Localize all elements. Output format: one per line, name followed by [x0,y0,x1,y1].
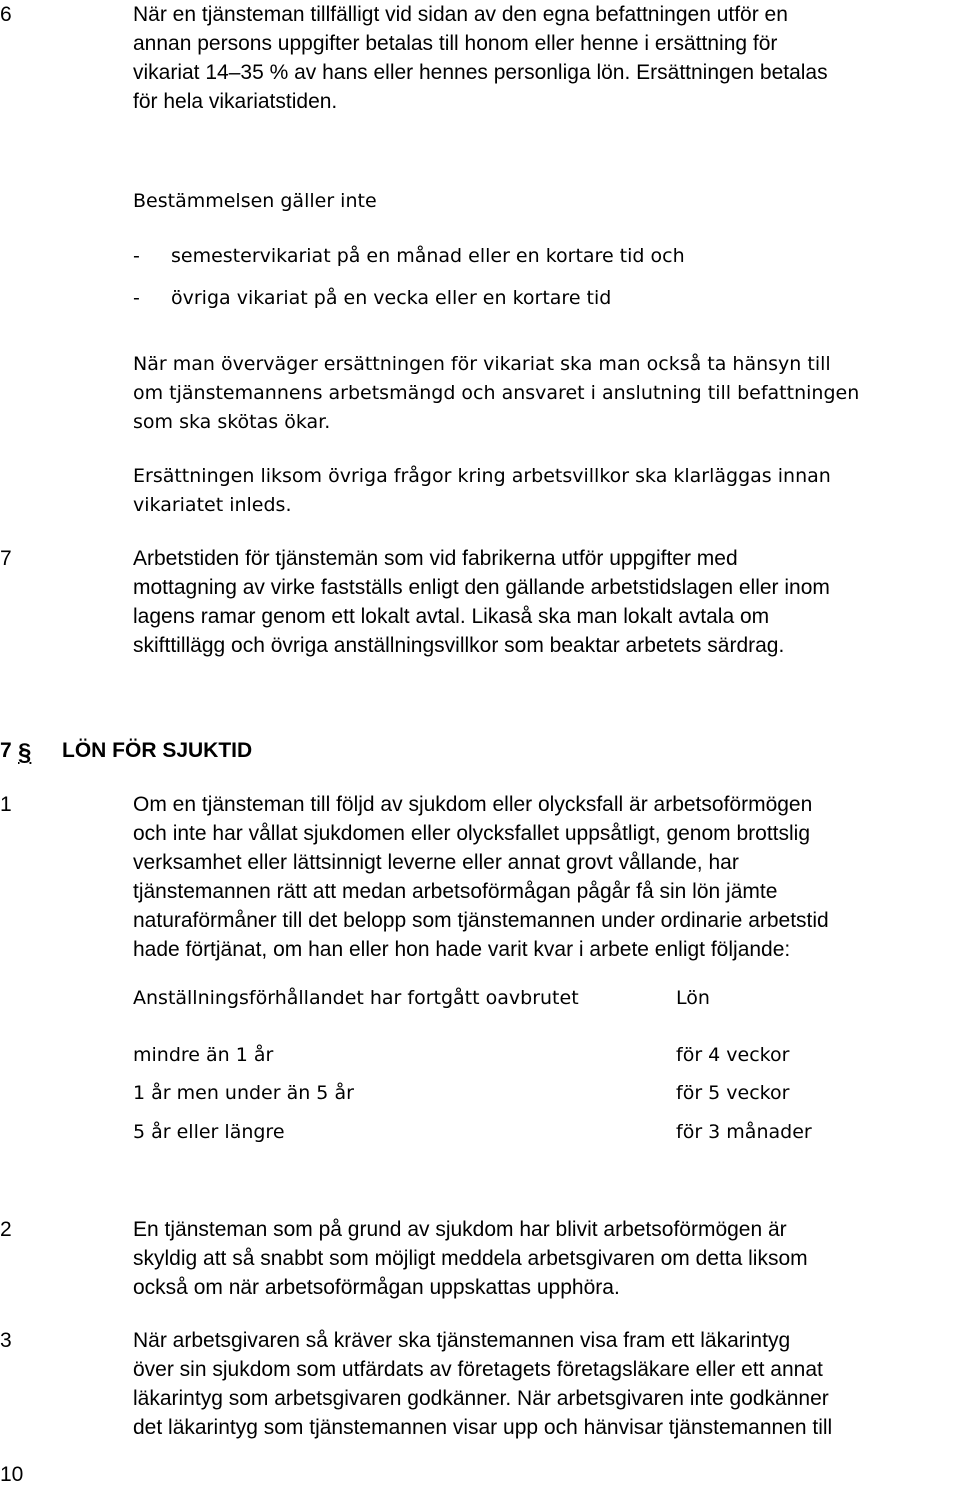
text-line: vikariat 14–35 % av hans eller hennes personliga lön. Ersättningen betalas [133,61,828,84]
text-line: hade förtjänat, om han eller hon hade varit kvar i arbete enligt följande: [133,938,791,961]
table-header-employment: Anställningsförhållandet har fortgått oavbrutet [133,987,579,1009]
table-cell: för 5 veckor [676,1082,790,1104]
chapter-number: 7 [0,739,12,762]
text-line: för hela vikariatstiden. [133,90,338,113]
table-header-pay: Lön [676,987,710,1009]
clause-2-paragraph [133,1215,958,1302]
exception-item [133,284,611,313]
text-line: skifttillägg och övriga anställningsvillkor som beaktar arbetets särdrag. [133,634,785,657]
text-line: När man överväger ersättningen för vikariat ska man också ta hänsyn till [133,353,831,375]
text-line: också om när arbetsoförmågan uppskattas upphöra. [133,1276,620,1299]
dash-marker: - [133,287,140,309]
exception-text: semestervikariat på en månad eller en kortare tid och [171,245,685,267]
table-cell: för 4 veckor [676,1044,790,1066]
text-line: En tjänsteman som på grund av sjukdom har blivit arbetsoförmögen är [133,1218,787,1241]
text-line: naturaförmåner till det belopp som tjänstemannen under ordinarie arbetstid [133,909,829,932]
text-line: det läkarintyg som tjänstemannen visar upp och hänvisar tjänstemannen till [133,1416,833,1439]
section-symbol: § [18,739,32,766]
text-line: När en tjänsteman tillfälligt vid sidan av den egna befattningen utför en [133,3,788,26]
exceptions-intro: Bestämmelsen gäller inte [133,190,377,212]
item-number-7: 7 [0,547,12,570]
text-line: När arbetsgivaren så kräver ska tjänstemannen visa fram ett läkarintyg [133,1329,791,1352]
table-cell: 5 år eller längre [133,1121,285,1143]
clause-number-2: 2 [0,1218,12,1241]
text-line: Om en tjänsteman till följd av sjukdom eller olycksfall är arbetsoförmögen [133,793,813,816]
chapter-title: LÖN FÖR SJUKTID [62,739,253,762]
text-line: verksamhet eller lättsinnigt leverne eller annat grovt vållande, har [133,851,739,874]
text-line: mottagning av virke fastställs enligt den gällande arbetstidslagen eller inom [133,576,830,599]
text-line: annan persons uppgifter betalas till honom eller henne i ersättning för [133,32,778,55]
clause-1-paragraph [133,790,958,964]
table-cell: för 3 månader [676,1121,812,1143]
text-line: som ska skötas ökar. [133,411,331,433]
table-cell: mindre än 1 år [133,1044,274,1066]
clause-3-paragraph [133,1326,958,1442]
item-7-paragraph [133,544,958,660]
table-cell: 1 år men under än 5 år [133,1082,354,1104]
clause-number-3: 3 [0,1329,12,1352]
text-line: vikariatet inleds. [133,494,292,516]
consider-paragraph [133,350,958,437]
text-line: Ersättningen liksom övriga frågor kring arbetsvillkor ska klarläggas innan [133,465,831,487]
clause-number-1: 1 [0,793,12,816]
exception-text: övriga vikariat på en vecka eller en kortare tid [171,287,612,309]
clarify-paragraph [133,462,958,520]
item-number-6: 6 [0,3,12,26]
exception-item [133,242,685,271]
text-line: skyldig att så snabbt som möjligt meddela arbetsgivaren om detta liksom [133,1247,808,1270]
text-line: om tjänstemannens arbetsmängd och ansvaret i anslutning till befattningen [133,382,860,404]
text-line: läkarintyg som arbetsgivaren godkänner. När arbetsgivaren inte godkänner [133,1387,829,1410]
text-line: över sin sjukdom som utfärdats av företagets företagsläkare eller ett annat [133,1358,823,1381]
item-6-paragraph [133,0,958,116]
page-number: 10 [0,1463,24,1486]
text-line: och inte har vållat sjukdomen eller olycksfallet uppsåtligt, genom brottslig [133,822,811,845]
text-line: tjänstemannen rätt att medan arbetsoförmågan pågår få sin lön jämte [133,880,778,903]
text-line: lagens ramar genom ett lokalt avtal. Likaså ska man lokalt avtala om [133,605,770,628]
dash-marker: - [133,245,140,267]
text-line: Arbetstiden för tjänstemän som vid fabrikerna utför uppgifter med [133,547,738,570]
